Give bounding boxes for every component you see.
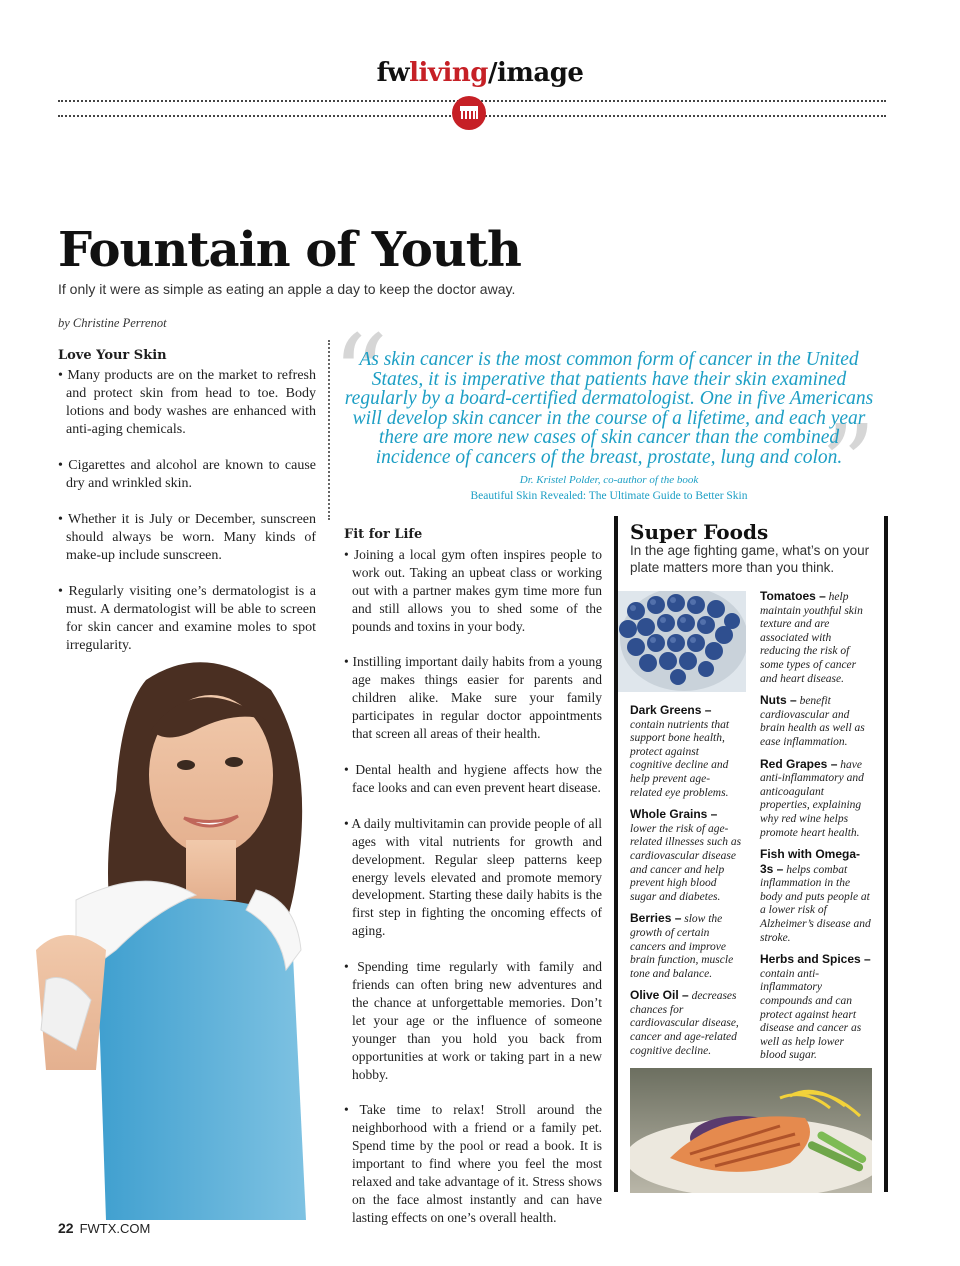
food-description: helps combat inflammation in the body and puts people at a lower risk of Alzheimer’s disease and stroke. xyxy=(760,863,871,944)
section-header xyxy=(0,58,960,88)
food-description: have anti-inflammatory and anticoagulant properties, explaining why red wine helps promote heart health. xyxy=(760,758,864,839)
super-foods-right-rule xyxy=(884,516,888,1192)
list-item: • Spending time regularly with family and friends can often bring new adventures and the chance at unforgettable memories. Don’t let your age or the influence of someone younger than you hold you back from opportunities at work or taking part in a new hobby. xyxy=(344,959,602,1082)
header-image: /image xyxy=(487,58,584,88)
food-name: Herbs and Spices – xyxy=(760,952,871,967)
list-item xyxy=(760,953,872,1063)
column-divider xyxy=(328,340,330,520)
blueberries-photo xyxy=(618,591,746,692)
quote-attribution: Dr. Kristel Polder, co-author of the book xyxy=(519,474,699,486)
super-foods-left-list xyxy=(630,704,742,1066)
list-item xyxy=(760,758,872,841)
super-foods-title: Super Foods xyxy=(630,520,769,544)
header-living: living xyxy=(409,58,488,88)
list-item: • A daily multivitamin can provide people of all ages with vital nutrients for growth and development. Regular sleep patterns keep energy levels elevated and promote memory development. Starting these daily habits is the first step in fighting the oncoming effects of aging. xyxy=(344,815,602,939)
food-name: Olive Oil – xyxy=(630,988,689,1003)
fit-for-life-heading: Fit for Life xyxy=(344,527,423,542)
love-your-skin-column xyxy=(58,347,316,673)
food-description: lower the risk of age-related illnesses such as cardiovascular disease and cancer and help prevent high blood sugar and diabetes. xyxy=(630,822,742,903)
list-item xyxy=(760,590,872,686)
open-quote-mark: “ xyxy=(332,311,389,439)
woman-with-towel-photo xyxy=(36,650,336,1220)
list-item xyxy=(760,694,872,749)
food-name: Nuts – xyxy=(760,693,797,708)
list-item xyxy=(630,808,742,904)
quote-book-title: Beautiful Skin Revealed: The Ultimate Guide to Better Skin xyxy=(470,490,748,502)
list-item: • Take time to relax! Stroll around the neighborhood with a friend or a family pet. Spend time by the pool or read a book. It is important to find where you feel the most relaxed and take advantage of it. Stress shows on the face almost instantly and can have lasting effects on one’s overall health. xyxy=(344,1102,602,1225)
food-name: Whole Grains – xyxy=(630,807,718,822)
list-item xyxy=(630,704,742,800)
food-name: Dark Greens – xyxy=(630,703,712,717)
food-name: Tomatoes – xyxy=(760,589,826,603)
food-description: help maintain youthful skin texture and are associated with reducing the risk of some types of cancer and heart disease. xyxy=(760,591,863,685)
close-quote-mark: ” xyxy=(820,401,877,529)
food-name: Fish with Omega-3s – xyxy=(760,847,861,876)
header-fw: fw xyxy=(376,58,410,88)
food-description: contain nutrients that support bone health, protect against cognitive decline and help prevent age-related eye problems. xyxy=(630,718,730,799)
super-foods-right-list xyxy=(760,590,872,1071)
pull-quote: As skin cancer is the most common form of cancer in the United States, it is imperative that patients have their skin examined regularly by a board-certified dermatologist. One in five Americans will develop skin cancer in the course of a lifetime, and each year there are more new cases of skin cancer than the combined incidence of cancers of the breast, prostate, lung and colon. xyxy=(344,349,874,468)
list-item: • Many products are on the market to refresh and protect skin from head to toe. Body lotions and body washes are enhanced with anti-aging chemicals. xyxy=(58,368,316,437)
salmon-dish-photo xyxy=(630,1068,872,1193)
list-item: • Whether it is July or December, sunscreen should always be worn. Many kinds of make-up include sunscreen. xyxy=(58,512,316,563)
list-item xyxy=(630,989,742,1058)
list-item: • Regularly visiting one’s dermatologist is a must. A dermatologist will be able to screen for skin cancer and examine moles to spot irregularity. xyxy=(58,584,316,653)
page-number: 22 xyxy=(58,1220,74,1236)
food-description: contain anti-inflammatory compounds and can protect against heart disease and cancer as well as help lower blood sugar. xyxy=(760,967,862,1062)
fit-for-life-column xyxy=(344,526,602,1245)
list-item xyxy=(630,912,742,981)
article-subtitle: If only it were as simple as eating an apple a day to keep the doctor away. xyxy=(58,281,516,297)
love-your-skin-heading: Love Your Skin xyxy=(58,348,167,363)
list-item: • Joining a local gym often inspires people to work out. Taking an upbeat class or working out with a partner makes gym time more fun and still allows you to shed some of the pounds and toxins in your body. xyxy=(344,546,602,634)
list-item: • Cigarettes and alcohol are known to cause dry and wrinkled skin. xyxy=(58,458,316,491)
food-description: benefit cardiovascular and brain health as well as ease inflammation. xyxy=(760,695,865,748)
list-item xyxy=(760,848,872,945)
list-item: • Instilling important daily habits from a young age makes things easier for parents and children alike. Make sure your family participates in regular doctor appointments that screen all areas of their health. xyxy=(344,654,602,742)
food-description: decreases chances for cardiovascular disease, cancer and age-related cognitive decline. xyxy=(630,990,739,1057)
list-item: • Dental health and hygiene affects how the face looks and can even prevent heart disease. xyxy=(344,761,602,795)
food-name: Berries – xyxy=(630,911,682,926)
food-name: Red Grapes – xyxy=(760,756,838,771)
article-title: Fountain of Youth xyxy=(58,222,521,278)
comb-icon xyxy=(452,96,486,130)
site-name: FWTX.COM xyxy=(79,1221,151,1236)
byline: by Christine Perrenot xyxy=(58,316,167,330)
super-foods-subtitle: In the age fighting game, what’s on your plate matters more than you think. xyxy=(630,543,870,575)
food-description: slow the growth of certain cancers and improve brain function, muscle tone and balance. xyxy=(630,913,734,980)
page-footer xyxy=(58,1220,150,1236)
